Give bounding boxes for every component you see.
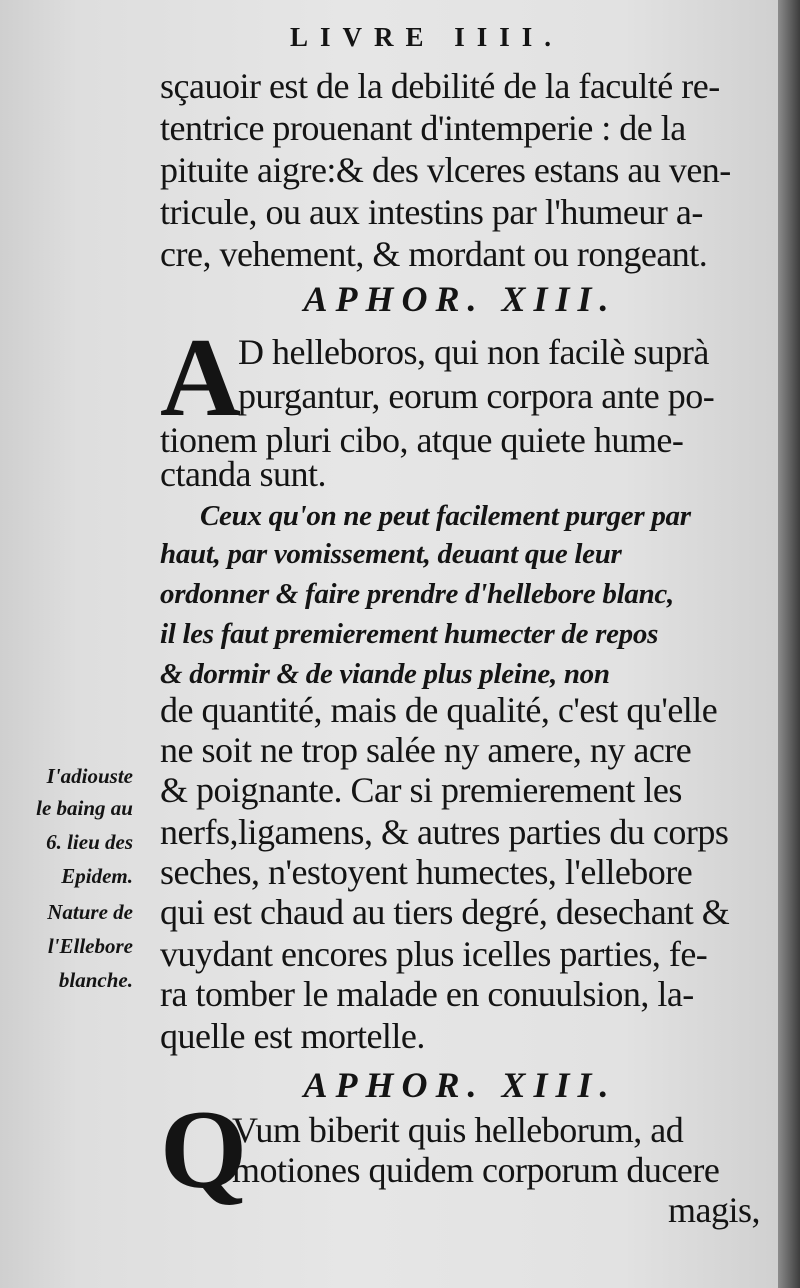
latin-line: D helleboros, qui non facilè suprà — [238, 332, 709, 372]
text-line: & poignante. Car si premierement les — [160, 770, 682, 810]
aphorism-heading: APHOR. XIII. — [303, 1065, 617, 1105]
text-line: tentrice prouenant d'intemperie : de la — [160, 108, 686, 148]
latin-line: tionem pluri cibo, atque quiete hume- — [160, 420, 684, 460]
text-line: seches, n'estoyent humectes, l'ellebore — [160, 852, 693, 892]
french-line: ordonner & faire prendre d'hellebore blanc, — [160, 578, 674, 610]
french-line: & dormir & de viande plus pleine, non — [160, 658, 610, 690]
margin-note: Nature de — [47, 900, 133, 924]
text-line: qui est chaud au tiers degré, desechant & — [160, 892, 730, 932]
text-line: tricule, ou aux intestins par l'humeur a- — [160, 192, 703, 232]
drop-cap: Q — [160, 1088, 248, 1212]
text-line: nerfs,ligamens, & autres parties du corps — [160, 812, 729, 852]
running-head: LIVRE IIII. — [290, 22, 564, 52]
catchword: magis, — [668, 1190, 760, 1230]
text-line: quelle est mortelle. — [160, 1016, 425, 1056]
text-line: sçauoir est de la debilité de la faculté re- — [160, 66, 720, 106]
french-line: haut, par vomissement, deuant que leur — [160, 538, 622, 570]
margin-note: I'adiouste — [46, 764, 133, 788]
text-line: de quantité, mais de qualité, c'est qu'elle — [160, 690, 718, 730]
text-line: ne soit ne trop salée ny amere, ny acre — [160, 730, 692, 770]
aphorism-heading: APHOR. XIII. — [303, 279, 617, 319]
margin-note: le baing au — [36, 796, 133, 820]
margin-note: l'Ellebore — [47, 934, 133, 958]
latin-line: Vum biberit quis helleborum, ad — [232, 1110, 684, 1150]
margin-note: blanche. — [58, 968, 133, 992]
french-line: il les faut premierement humecter de repos — [160, 618, 659, 650]
latin-line: purgantur, eorum corpora ante po- — [238, 376, 715, 416]
latin-line: ctanda sunt. — [160, 454, 326, 494]
margin-note: Epidem. — [61, 864, 133, 888]
french-line: Ceux qu'on ne peut facilement purger par — [200, 500, 691, 532]
text-line: vuydant encores plus icelles parties, fe- — [160, 934, 708, 974]
text-line: cre, vehement, & mordant ou rongeant. — [160, 234, 708, 274]
text-line: pituite aigre:& des vlceres estans au ven- — [160, 150, 731, 190]
text-line: ra tomber le malade en conuulsion, la- — [160, 974, 694, 1014]
page-edge — [778, 0, 800, 1288]
latin-line: motiones quidem corporum ducere — [232, 1150, 720, 1190]
margin-note: 6. lieu des — [46, 830, 133, 854]
drop-cap: A — [160, 316, 241, 440]
